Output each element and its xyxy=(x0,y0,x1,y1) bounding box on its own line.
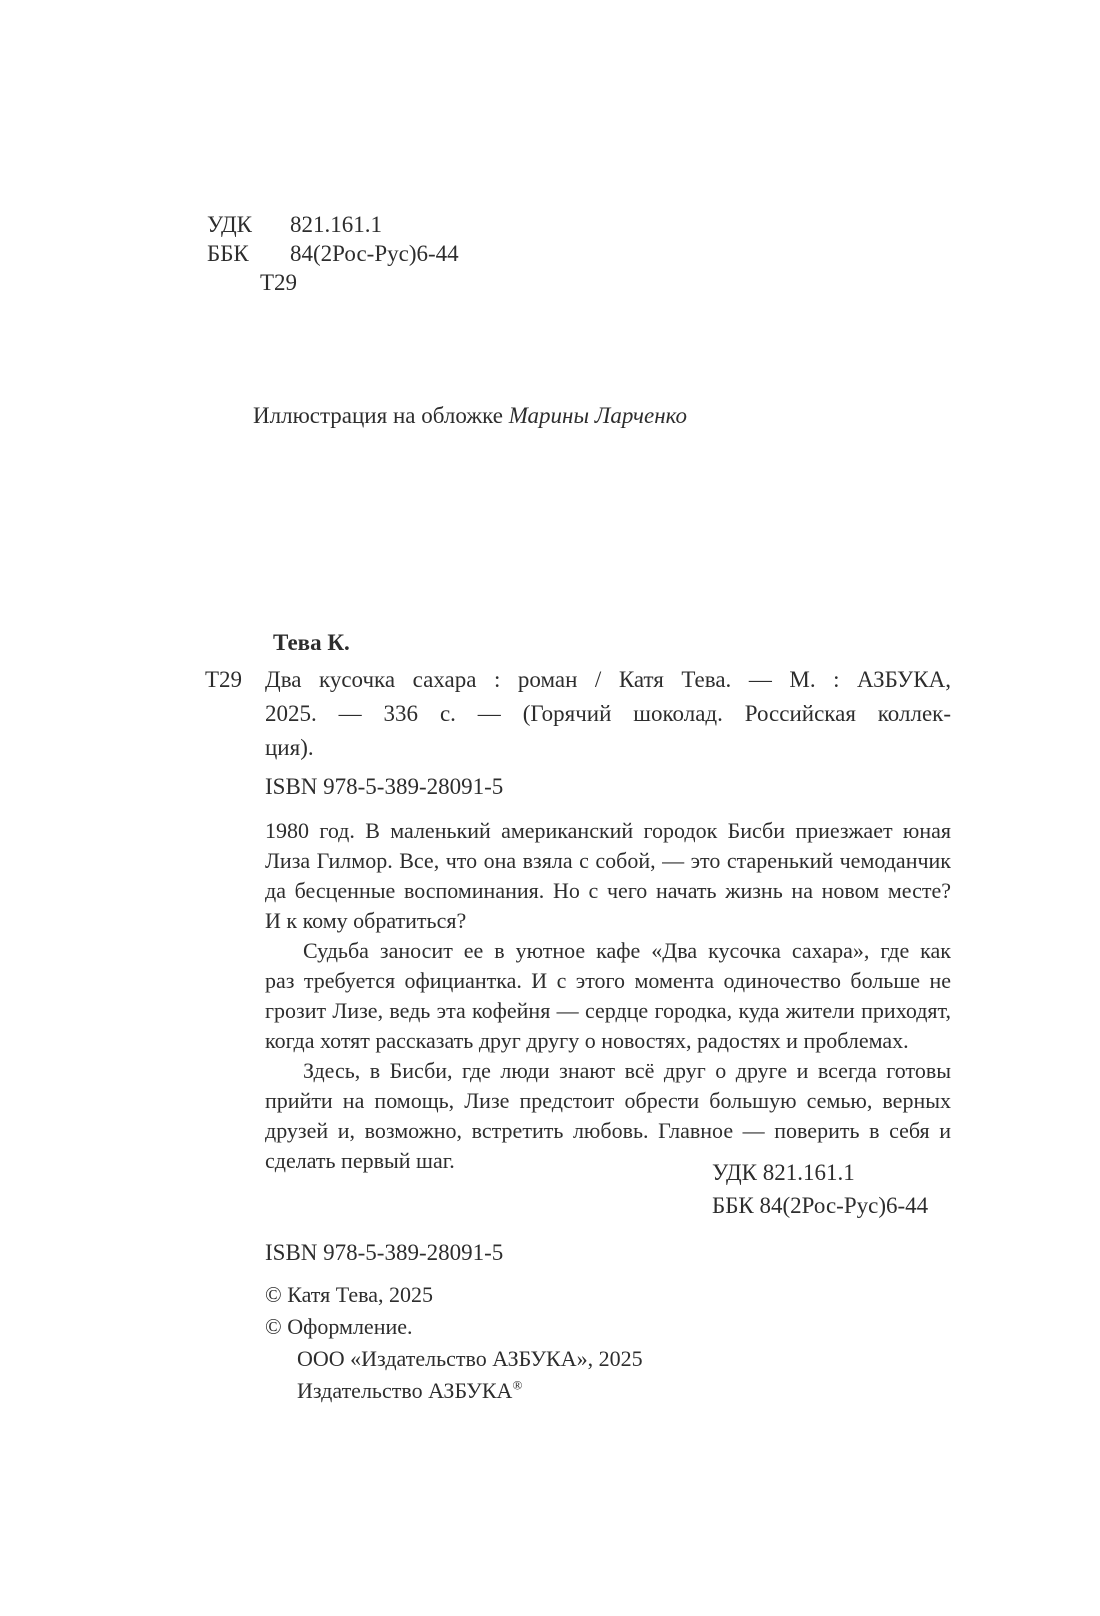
udc-label: УДК xyxy=(207,212,252,237)
udc-value: 821.161.1 xyxy=(290,212,382,237)
bibliographic-entry xyxy=(205,663,951,765)
catalog-footer-udc: УДК 821.161.1 xyxy=(712,1160,855,1185)
annotation-paragraph-2 xyxy=(265,936,951,1056)
copyright-imprint-line xyxy=(265,1375,643,1407)
isbn-bottom: ISBN 978-5-389-28091-5 xyxy=(265,1240,504,1265)
copyright-block xyxy=(265,1279,643,1407)
cover-credit-line xyxy=(253,403,687,429)
annotation-line: да бесценные воспоминания. Но с чего начать жизнь на новом месте? xyxy=(265,878,951,903)
copyright-author-line: © Катя Тева, 2025 xyxy=(265,1282,433,1307)
cover-credit-prefix: Иллюстрация на обложке xyxy=(253,403,509,428)
bbk-value: 84(2Рос-Рус)6-44 xyxy=(290,241,459,266)
bibliographic-code: Т29 xyxy=(205,667,243,692)
cover-artist-name: Марины Ларченко xyxy=(508,403,688,428)
copyright-design-line: © Оформление. xyxy=(265,1314,413,1339)
bibliographic-entry-line: ция). xyxy=(265,735,314,760)
bibliographic-entry-line: Два кусочка сахара : роман / Катя Тева. — М. : АЗБУКА, xyxy=(265,667,951,692)
annotation-line: Лиза Гилмор. Все, что она взяла с собой, — это старенький чемоданчик xyxy=(265,848,951,873)
udc-row xyxy=(207,210,459,239)
annotation-paragraph-1 xyxy=(265,816,951,936)
annotation-line: прийти на помощь, Лизе предстоит обрести большую семью, верных xyxy=(265,1088,951,1113)
annotation-line: грозит Лизе, ведь эта кофейня — сердце городка, куда жители приходят, xyxy=(265,998,951,1023)
annotation-block xyxy=(265,816,951,1176)
catalog-header-block xyxy=(207,210,459,297)
annotation-line: когда хотят рассказать друг другу о новостях, радостях и проблемах. xyxy=(265,1028,909,1053)
annotation-line: раз требуется официантка. И с этого момента одиночество больше не xyxy=(265,968,951,993)
isbn-top: ISBN 978-5-389-28091-5 xyxy=(265,774,504,799)
author-sign-row xyxy=(207,268,459,297)
annotation-line: И к кому обратиться? xyxy=(265,908,467,933)
bbk-label: ББК xyxy=(207,241,249,266)
annotation-line: друзей и, возможно, встретить любовь. Главное — поверить в себя и xyxy=(265,1118,951,1143)
bibliographic-author: Тева К. xyxy=(273,630,350,655)
copyright-imprint-text: Издательство АЗБУКА xyxy=(297,1378,513,1403)
author-sign-spacer xyxy=(207,268,260,297)
author-sign-value: Т29 xyxy=(260,270,298,295)
copyright-publisher-line: ООО «Издательство АЗБУКА», 2025 xyxy=(297,1346,643,1371)
catalog-footer-bbk: ББК 84(2Рос-Рус)6-44 xyxy=(712,1193,929,1218)
bbk-row xyxy=(207,239,459,268)
annotation-line: Здесь, в Бисби, где люди знают всё друг о друге и всегда готовы xyxy=(303,1058,951,1083)
registered-trademark-mark: ® xyxy=(512,1377,523,1393)
catalog-footer-block xyxy=(712,1156,928,1222)
annotation-line: Судьба заносит ее в уютное кафе «Два кусочка сахара», где как xyxy=(303,938,951,963)
annotation-line: сделать первый шаг. xyxy=(265,1148,455,1173)
bibliographic-entry-line: 2025. — 336 с. — (Горячий шоколад. Российская коллек- xyxy=(265,701,951,726)
annotation-line: 1980 год. В маленький американский городок Бисби приезжает юная xyxy=(265,818,951,843)
